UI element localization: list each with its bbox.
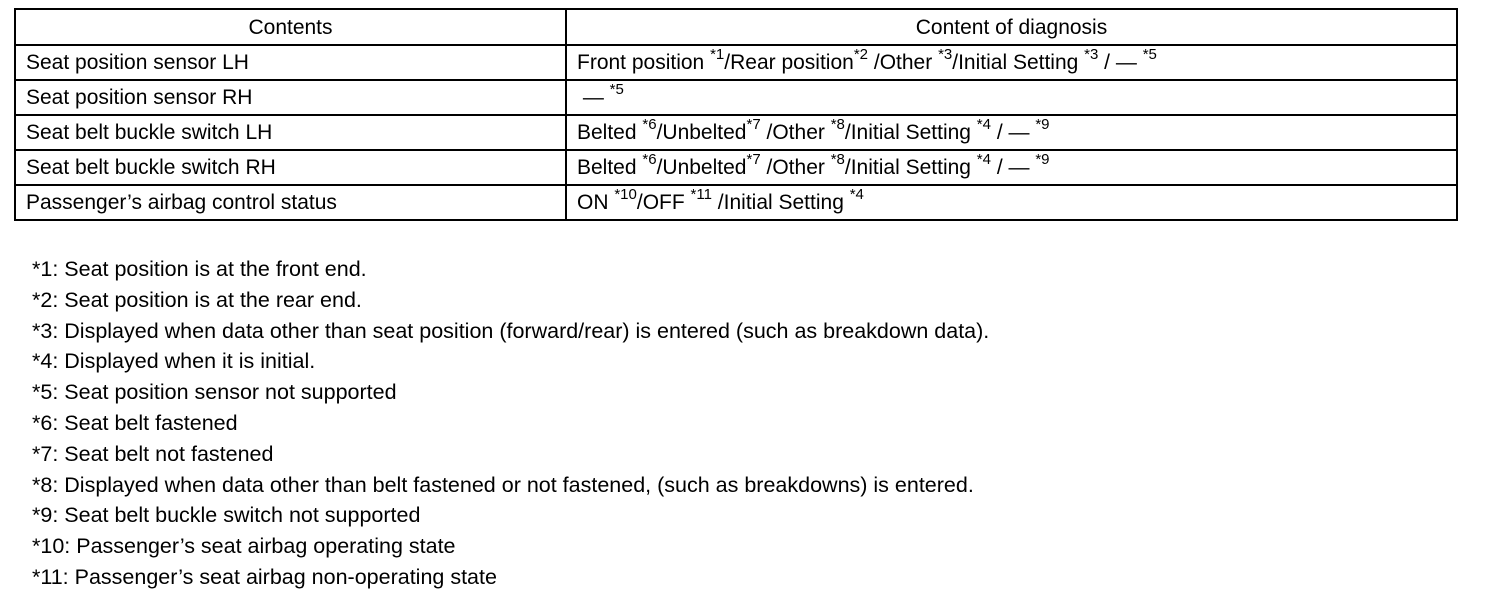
- diagnosis-table-container: [14, 8, 1456, 221]
- diagnosis-text: / —: [990, 156, 1036, 179]
- row-diagnosis-cell: [566, 45, 1457, 80]
- footnote-ref: *6: [642, 116, 657, 133]
- table-row: [15, 80, 1457, 115]
- diagnosis-text: ON: [577, 191, 615, 214]
- footnote-ref: *11: [690, 186, 712, 203]
- footnote-item: *10: Passenger’s seat airbag operating state: [32, 534, 456, 559]
- footnote-ref: *9: [1035, 116, 1050, 133]
- row-content-cell: Seat position sensor RH: [15, 80, 566, 115]
- diagnosis-text: /Unbelted: [656, 156, 747, 179]
- diagnosis-text: / —: [990, 121, 1036, 144]
- footnote-item: *2: Seat position is at the rear end.: [32, 287, 362, 312]
- diagnosis-text: /Initial Setting: [844, 156, 977, 179]
- footnote-item: *6: Seat belt fastened: [32, 410, 238, 435]
- row-diagnosis-cell: [566, 185, 1457, 220]
- footnote-item: *4: Displayed when it is initial.: [32, 349, 316, 374]
- footnote-ref: *8: [830, 116, 845, 133]
- diagnosis-text: Belted: [577, 121, 643, 144]
- diagnosis-text: /Initial Setting: [711, 191, 850, 214]
- row-content-cell: Seat position sensor LH: [15, 45, 566, 80]
- diagnosis-table: [14, 8, 1458, 221]
- table-row: [15, 115, 1457, 150]
- footnote-item: *1: Seat position is at the front end.: [32, 257, 367, 281]
- diagnosis-text: /Other: [868, 51, 939, 74]
- table-row: [15, 150, 1457, 185]
- diagnosis-text: /Initial Setting: [952, 51, 1085, 74]
- footnote-ref: *7: [746, 116, 761, 133]
- diagnosis-text: —: [577, 86, 610, 109]
- diagnosis-text: /OFF: [636, 191, 691, 214]
- footnote-item: *9: Seat belt buckle switch not supported: [32, 503, 421, 528]
- footnote-ref: *3: [938, 46, 953, 63]
- footnote-ref: *6: [642, 151, 657, 168]
- footnotes-list: [32, 254, 989, 593]
- column-header-diagnosis: Content of diagnosis: [566, 9, 1457, 45]
- row-diagnosis-cell: [566, 150, 1457, 185]
- column-header-contents: Contents: [15, 9, 566, 45]
- diagnosis-text: /Unbelted: [656, 121, 747, 144]
- row-diagnosis-cell: [566, 80, 1457, 115]
- table-row: [15, 45, 1457, 80]
- footnote-ref: *9: [1035, 151, 1050, 168]
- footnote-ref: *5: [609, 81, 624, 98]
- footnote-ref: *4: [976, 116, 991, 133]
- footnote-ref: *5: [1142, 46, 1157, 63]
- footnote-ref: *2: [853, 46, 869, 63]
- table-body: [15, 45, 1457, 220]
- footnote-ref: *3: [1084, 46, 1099, 63]
- footnote-ref: *1: [710, 46, 725, 63]
- diagnosis-text: /Initial Setting: [844, 121, 977, 144]
- row-content-cell: Passenger’s airbag control status: [15, 185, 566, 220]
- footnote-ref: *10: [614, 186, 637, 203]
- footnote-ref: *7: [746, 151, 761, 168]
- table-row: [15, 185, 1457, 220]
- diagnosis-text: Belted: [577, 156, 643, 179]
- footnote-item: *3: Displayed when data other than seat position (forward/rear) is entered (such as breakdown data).: [32, 318, 990, 343]
- diagnosis-text: /Other: [760, 121, 831, 144]
- row-diagnosis-cell: [566, 115, 1457, 150]
- footnote-item: *8: Displayed when data other than belt fastened or not fastened, (such as breakdowns) is entered.: [32, 472, 974, 497]
- diagnosis-text: /Rear position: [724, 51, 854, 74]
- row-content-cell: Seat belt buckle switch RH: [15, 150, 566, 185]
- diagnosis-text: Front position: [577, 51, 711, 74]
- footnote-ref: *8: [830, 151, 845, 168]
- footnote-item: *5: Seat position sensor not supported: [32, 380, 397, 405]
- footnote-ref: *4: [849, 186, 864, 203]
- diagnosis-text: / —: [1098, 51, 1143, 74]
- diagnosis-text: /Other: [760, 156, 831, 179]
- footnote-item: *11: Passenger’s seat airbag non-operating state: [32, 564, 497, 589]
- table-header-row: [15, 9, 1457, 45]
- row-content-cell: Seat belt buckle switch LH: [15, 115, 566, 150]
- footnote-item: *7: Seat belt not fastened: [32, 441, 274, 466]
- footnote-ref: *4: [976, 151, 991, 168]
